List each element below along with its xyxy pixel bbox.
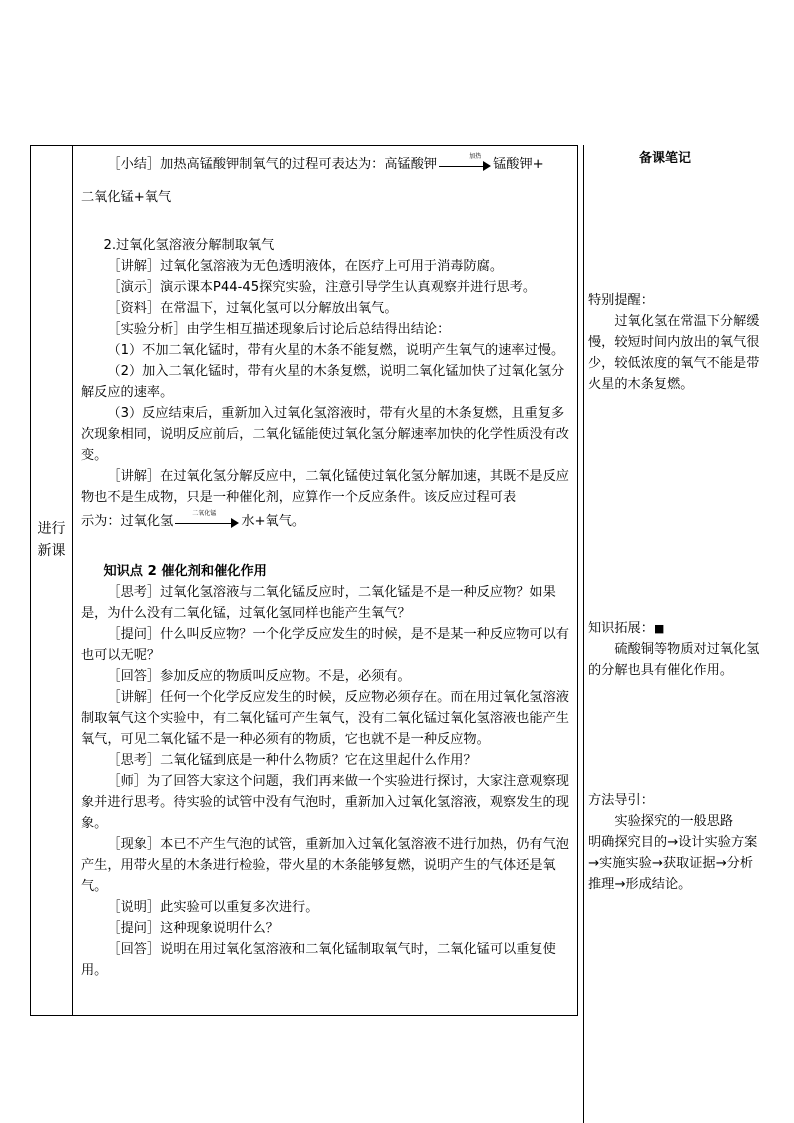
reaction-arrow xyxy=(439,153,491,171)
stage-label xyxy=(31,518,72,562)
paragraph: ［讲解］过氧化氢溶液为无色透明液体，在医疗上可用于消毒防腐。 xyxy=(107,259,504,274)
section-2-title: 2.过氧化氢溶液分解制取氧气 xyxy=(103,238,275,253)
note-extension-header xyxy=(588,618,760,639)
lesson-table xyxy=(30,145,578,1016)
note-reminder-title: 特别提醒： xyxy=(588,293,654,308)
paragraph: ［思考］二氧化锰到底是一种什么物质？它在这里起什么作用？ xyxy=(107,753,477,768)
paragraph: ［讲解］任何一个化学反应发生的时候，反应物必须存在。而在用过氧化氢溶液制取氧气这个实验中，有二氧化锰可产生氧气，没有二氧化锰过氧化氢溶液也能产生氧气，可见二氧化锰不是一种必须有的物质，它也就不是一种反应物。 xyxy=(81,690,569,747)
notes-title: 备课笔记 xyxy=(638,151,691,166)
note-reminder xyxy=(588,290,760,395)
knowledge-point-2-title: 知识点 2 催化剂和催化作用 xyxy=(103,564,267,579)
note-method xyxy=(588,790,760,895)
note-extension xyxy=(588,618,760,681)
paragraph: ［讲解］在过氧化氢分解反应中，二氧化锰使过氧化氢分解加速，其既不是反应物也不是生成物，只是一种催化剂，应算作一个反应条件。该反应过程可表 xyxy=(81,469,569,505)
paragraph: （1）不加二氧化锰时，带有火星的木条不能复燃，说明产生氧气的速率过慢。 xyxy=(107,343,565,358)
equation-line xyxy=(81,511,571,532)
paragraph: ［说明］此实验可以重复多次进行。 xyxy=(107,900,319,915)
note-extension-mark: ■ xyxy=(653,622,665,635)
stage-label-text: 进行 新课 xyxy=(37,521,66,559)
paragraph: ［回答］参加反应的物质叫反应物。不是，必须有。 xyxy=(107,669,411,684)
paragraph: ［实验分析］由学生相互描述现象后讨论后总结得出结论： xyxy=(107,322,451,337)
paragraph: （3）反应结束后，重新加入过氧化氢溶液时，带有火星的木条复燃，且重复多次现象相同，说明反应前后，二氧化锰能使过氧化氢分解速率加快的化学性质没有改变。 xyxy=(81,406,569,463)
paragraph: ［提问］什么叫反应物？一个化学反应发生的时候，是不是某一种反应物可以有也可以无呢？ xyxy=(81,627,569,663)
paragraph: ［演示］演示课本P44-45探究实验，注意引导学生认真观察并进行思考。 xyxy=(107,280,537,295)
notes-divider xyxy=(583,145,584,1123)
paragraph: ［师］为了回答大家这个问题，我们再来做一个实验进行探讨，大家注意观察现象并进行思考。待实验的试管中没有气泡时，重新加入过氧化氢溶液，观察发生的现象。 xyxy=(81,774,569,831)
summary-prefix: ［小结］加热高锰酸钾制氧气的过程可表达为：高锰酸钾 xyxy=(107,157,438,172)
paragraph: （2）加入二氧化锰时，带有火星的木条复燃，说明二氧化锰加快了过氧化氢分解反应的速率。 xyxy=(81,364,565,400)
lesson-content xyxy=(81,154,571,981)
note-method-text: 明确探究目的→设计实验方案→实施实验→获取证据→分析推理→形成结论。 xyxy=(588,835,758,892)
note-extension-title: 知识拓展： xyxy=(588,621,654,636)
paragraph: ［现象］本已不产生气泡的试管，重新加入过氧化氢溶液不进行加热，仍有气泡产生，用带火星的木条进行检验，带火星的木条能够复燃，说明产生的气体还是氧气。 xyxy=(81,837,569,894)
paragraph: ［资料］在常温下，过氧化氢可以分解放出氧气。 xyxy=(107,301,398,316)
summary-line xyxy=(81,154,571,175)
summary-product: 锰酸钾+ xyxy=(493,157,544,172)
note-reminder-text: 过氧化氢在常温下分解缓慢，较短时间内放出的氧气很少，较低浓度的氧气不能是带火星的木条复燃。 xyxy=(588,314,760,392)
note-extension-text: 硫酸铜等物质对过氧化氢的分解也具有催化作用。 xyxy=(588,642,760,678)
arrow-condition: 加热 xyxy=(469,153,482,160)
note-method-line1: 实验探究的一般思路 xyxy=(614,814,734,829)
paragraph: ［思考］过氧化氢溶液与二氧化锰反应时，二氧化锰是不是一种反应物？如果是，为什么没有二氧化锰，过氧化氢同样也能产生氧气？ xyxy=(81,585,556,621)
paragraph: ［回答］说明在用过氧化氢溶液和二氧化锰制取氧气时，二氧化锰可以重复使用。 xyxy=(81,942,556,978)
equation-suffix: 水+氧气。 xyxy=(241,514,306,529)
reaction-arrow xyxy=(175,510,239,528)
arrow-condition: 二氧化锰 xyxy=(192,510,217,517)
stage-column xyxy=(31,146,73,1015)
summary-line-2: 二氧化锰+氧气 xyxy=(81,190,172,205)
note-method-title: 方法导引： xyxy=(588,793,654,808)
paragraph: ［提问］这种现象说明什么？ xyxy=(107,921,279,936)
equation-prefix: 示为：过氧化氢 xyxy=(81,514,174,529)
